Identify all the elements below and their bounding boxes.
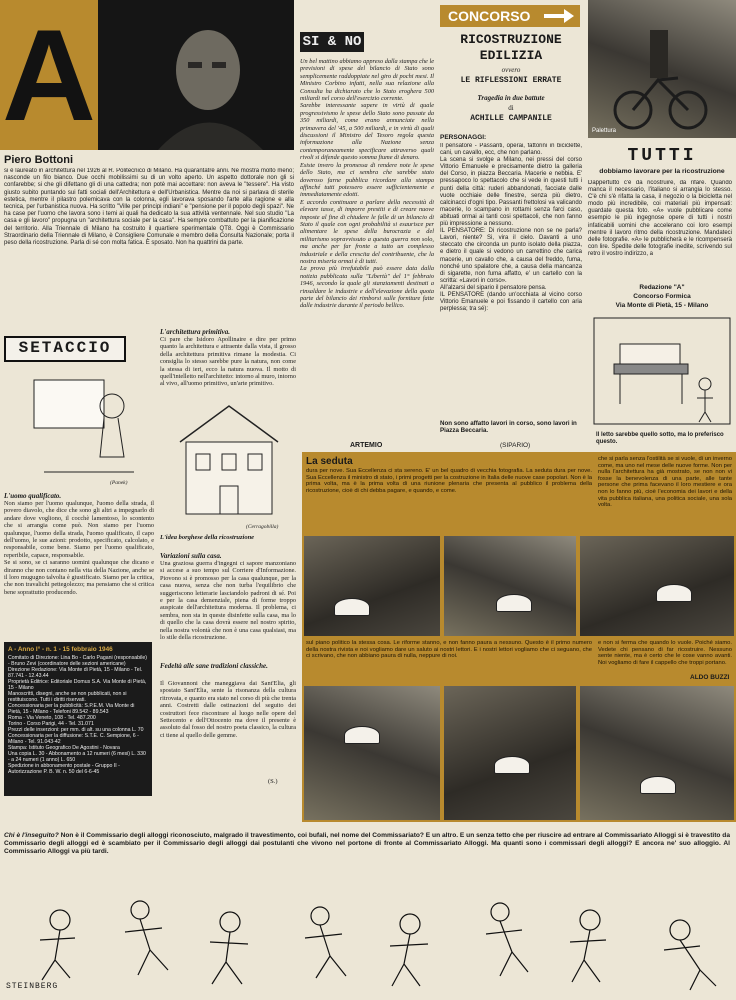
tutti-address1: Concorso Formica: [633, 293, 691, 300]
seduta-body-bottom-right: e non si ferma che quando lo vuole. Poiché siamo. Vedete chi pensano di far ricostruire. Nessuno sente niente, ma è certo che le cose vanno avanti. Noi vogliamo di fare il cappello che troppi portano.: [598, 640, 732, 666]
concorso-banner-label: CONCORSO: [448, 8, 531, 24]
ruins-photo-5: [444, 686, 576, 820]
ruins-photo-3: [580, 536, 734, 636]
ruins-photo-6: [580, 686, 734, 820]
colophon-line: Una copia L. 30 - Abbonamento a 12 numeri (6 mesi) L. 330 - a 24 numeri (1 anno) L. 650: [8, 751, 146, 763]
colophon-line: Manoscritti, disegni, anche se non pubblicati, non si restituiscono. Tutti i diritti riservati.: [8, 691, 127, 703]
sinono-title: SI & NO: [300, 32, 364, 52]
colophon-box: [4, 642, 152, 796]
chase-doodle-drawing: [0, 880, 736, 1000]
sinono-body: Un bel mattino abbiamo appreso dalla stampa che le previsioni di spese del bilancio di Stato sono semplicemente raddoppiate nel giro di pochi mesi. Il Ministro Corbino infatti, nella sua relazione alla Consulta ha dichiarato che lo Stato eroghera 500 miliardi nel corso dell'esercizio corrente. Sarebbe interessante sapere in virtù di quale progressivismo le spese dello Stato sono passate da 350 miliardi, come erano annunciate nella primavera del '45, a 500 miliardi, e in virtù di quali discussioni il Ministro del Tesoro regola questa informazione alla Nazione senza contemporaneamente specificare attraverso quali rivoli si difende questo somma fiume di denaro. Esiste invero la promessa di rendere note le spese dello Stato, ma ci sembra che sarebbe stato doveroso farne pubblica ricordare alla stampa affinché tutti potessero essere sufficientemente e immediatamente edotti. E accordo continuare a parlare della necessità di elevare tasse, di imporre prestiti e di creare nuove imposte al fine di chiudere le falle di un bilancio di Stato il quale con ogni probabilità si esaurisce per alimentare le spese della burocrazia e del militarismo sopravvissuto a questa guerra non solo, ma anche per far fronte a tutto un complesso industriale e della crescita del contribuente, che la nostra miseria ormai è di tutti. La prova più irrefutabile può essere data dalla notizia pubblicata sulla "Libertà" del 1° febbraio 1946, secondo la quale gli stanziamenti destinati a rinsaldare le industrie e dell'elevazione della quota parte del bilancio dei rimborsi sulle forniture fatte dalle industrie durante il periodo bellico.: [300, 58, 434, 310]
bicycle-photo: [588, 0, 736, 138]
bottom-paragraph: [4, 832, 730, 882]
colophon-line: Direzione Redazione: Via Monte di Pietà, 15 - Milano - Tel. 87.741 - 12.43.44: [8, 667, 143, 679]
setaccio-title: SETACCIO: [18, 339, 112, 357]
concorso-banner: [440, 5, 580, 27]
steinberg-signature: STEINBERG: [6, 982, 59, 991]
ruins-photo-4: [304, 686, 440, 820]
setaccio-credit2: (Cerragobilla): [246, 524, 279, 530]
fed-title: Fedeltà alle sane tradizioni classiche.: [160, 662, 268, 670]
concorso-author: ACHILLE CAMPANILE: [470, 114, 552, 123]
tutti-body: Dappertutto c'è da ricostruire, da rifare. Quando manca il necessario, l'italiano si arrangia lo stesso. C'è chi s'è rifatta la casa, il negozio o la bicicletta nel modo più incredibile, coi materiali più impensati: guardate questa foto. «A» vuole pubblicare come esempio le più ingegnose opere di tutti i nostri infaticabili uomini che accelerano coi loro esempi mentre il lavoro ritmo della ricostruzione. Mandateci delle fotografie. «A» le pubblicherà e le ricompenserà con lire. Spedite delle fotografie inedite, scrivendo sul retro il vostro indirizzo, a: [588, 180, 732, 257]
colophon-line: Proprietà Editrice: Editoriale Domus S.A. Via Monte di Pietà, 15 - Milano: [8, 679, 147, 691]
fed-sign: (S.): [268, 778, 278, 785]
bed-cartoon-caption: Il letto sarebbe quello sotto, ma lo preferisco questo.: [596, 432, 724, 445]
house-illustration: [162, 392, 296, 524]
seduta-author: ALDO BUZZI: [690, 674, 730, 681]
portrait-silhouette: [98, 0, 294, 150]
bottom-body: Non è il Commissario degli alloggi riconosciuto, malgrado il travestimento, coi bufali, nel nome del Commissariato? E un altro. E un senza tetto che per riuscire ad entrare al Commissariato Alloggi si è travestito da Commissario degli alloggi ed è scambiato per il Commissario degli alloggi dai postulanti che vivono nel portone di fronte al Commissariato Alloggi. Ma quanti sono i commissari degli alloggi? E ancora ne' suo alloggio. Al Commissario Alloggi va più tardi.: [4, 832, 730, 855]
fed-body: Il Giovannoni che maneggiava dai Sant'Elia, gli spostato Sant'Elia, sente la risonanza della cultura ritrovata, e quanto era stato nel corso di più che trenta anni. Costretti dalle ostinazioni del seguito dei costruttori fece riscontrare al luogo nelle opere del Settecento e dell'Ottocento ma dove il presente è assoluto dal fosso del nostro poeta classico, la cultura ci tiene al quello delle gemme.: [160, 680, 296, 739]
reader-cartoon: [4, 362, 154, 486]
colophon-line: Concessionaria per la diffusione: S.T.E. C. Sempione, 6 - Milano - Tel. 91.043-42: [8, 733, 139, 745]
colophon-line: Concessionaria per la pubblicità: S.P.E.M. Via Monte di Pietà, 15 - Milano - Telefoni 89.542 - 89.543: [8, 703, 135, 715]
colophon-issue: A - Anno I° - n. 1 - 15 febbraio 1946: [8, 646, 113, 653]
var-body: Una graziosa guerra d'ingegni ci sapore manzoniano si accese a suo tempo sul Corriere d'Informazione. Piovono si è promosso per la casa qualunque, per la casa nuova, senza che non turba l'equilibrio che suggeriscono letterarie lasciandolo padroni di sé. Poi e per la casa demenziale, piena di forme troppo auspicate dell'architettura moderna. Il problema, ci sembra, non sta in queste disinfette sulla casa, ma lo di quello che la casa dovrà essere nel nostro spirito, nella nostra volontà che non è una casa qualsiasi, ma lo stile della ricostruzione.: [160, 560, 296, 642]
concorso-di: di: [508, 104, 514, 112]
bicycle-photo-caption: Palettura: [592, 128, 617, 134]
tutti-address2: Via Monte di Pietà, 15 - Milano: [615, 302, 709, 309]
ruins-photo-2: [444, 536, 576, 636]
var-title: Variazioni sulla casa.: [160, 552, 222, 560]
masthead-block: [0, 0, 98, 150]
tutti-redazione: Redazione "A": [639, 284, 685, 291]
bottoni-portrait: [98, 0, 294, 150]
arch-body: Ci pare che Isidoro Apollinaire e dire per primo quanto la architettura e attraente dalla vista, il grosso della architettura primitiva rimane la modestia. Ci consiglia lo stesso sarebbe pure la natura, non come la stessa di ieri, ecco la natura nuova. Il motto di quell'intelletto nell'architetto: intorno al muro, intorno al vivo, all'uomo primitivo, un'arte primitivo.: [160, 336, 296, 388]
concorso-body: Il pensatore - Passanti, operai, fattorini in biciclette, cani, un cavallo, ecc, che non parlano. La scena si svolge a Milano, nei pressi del corso Vittorio Emanuele e precisamente dietro la galleria del Corso, in piazza Beccaria. Macerie e nebbia. E' pressapoco lo spettacolo che si vede in questi tutti i punti della città: ruderi abbandonati, facciate dalle vuote occhiaie delle finestre, senza più dietro, calcinacci d'ogni tipo. Passanti frettolosi va valicando macerie, lo scampano in rottami senza farci caso, abituati ormai ai tanti cosi spettacoli, che non fanno più impressione a nessuno. IL PENSATORE: Di ricostruzione non se ne parla? Lavori, niente? Si, vira il cielo. Davanti a uno steccato che circonda un punto isolato della piazza, e dietro il quale si vedono un carrettino che carica macerie, un cavallo che, a causa del freddo, fuma, nonché uno spalatore che, a causa della mancanza di sigarette, non fuma affatto, e' un cartello con la scritta: «Lavori in corso». All'alzarsi del sipario il pensatore pensa. IL PENSATORE (dando un'occhiata al vicino corso Vittorio Emanuele e poi fissando il cartello con aria perplessa; tra sé):: [440, 143, 582, 313]
uomo-title: L'uomo qualificato.: [4, 492, 62, 500]
colophon-line: Stampa: Istituto Geografico De Agostini - Novara: [8, 745, 120, 751]
tutti-subtitle: dobbiamo lavorare per la ricostruzione: [599, 168, 725, 175]
bed-cartoon-drawing: [590, 314, 734, 430]
colophon-line: Prezzi delle inserzioni: per mm. di alt. su una colonna L. 70: [8, 727, 144, 733]
arrow-right-icon: [544, 9, 574, 23]
concorso-personaggi: PERSONAGGI:: [440, 134, 487, 141]
seduta-body: dura per nove. Sua Eccellenza ci sta sereno. E' un bel quadro di vecchia fotografia. La seduta dura per nove. Sua Eccellenza il ministro di stato, i primi progetti per la costruzione in Italia delle nuove case popolari. Non è la prima volta, ma è la prima volta di una riunione plenaria che presenta al pubblico il problema della ricostruzione, cioè di chi debba pagare, e quando, e come.: [306, 468, 592, 494]
house-caption: L'idea borghese della ricostruzione: [160, 534, 255, 541]
setaccio-title-box: [4, 336, 126, 362]
concorso-title: RICOSTRUZIONE EDILIZIA: [460, 32, 562, 63]
sinono-author: ARTEMIO: [350, 442, 383, 449]
colophon-line: Spedizione in abbonamento postale - Gruppo II - Autorizzazione P. B. W. n. 50 del 6-6-45: [8, 763, 120, 775]
steinberg-cartoon: [0, 880, 736, 1000]
seduta-body-bottom: sul piano politico la stessa cosa. Le riforme stanno, e non fanno paura a nessuno. Questo è il primo numero della nostra rivista e noi vogliamo dare un saluto ai nostri lettori. E i nostri lettori vogliamo che ci seguano, che ci scrivano, che non abbiano paura di nulla, neppure di noi.: [306, 640, 592, 660]
bottom-title: Chi è l'inseguito?: [4, 832, 59, 839]
bottoni-bio: si è laureato in architettura nel 1926 al R. Politecnico di Milano. Ha quarantatré anni. Ne mostra molto meno; nasconde un filo bianco. Due occhi mobilissimi su di un volto aperto. Un aspetto dottorale non gli si confarebbe; si che gli difettano gli di una cattedra; non potè mai accettare: non aveva le "tessere". Ha visto giusto subito puntando sui fatti sociali dell'Architettura e dell'Urbanistica. Mentre da noi si parlava di sterile estetica, mentre il pilastro polemicava con la colonna, egli lavorava sposando l'arte alla ragione e alla tecnica, per l'urbanistica nuova. Ha scritto "Ville per principi indiani" e "pensione per il popolo degli spazi". Ne ha case per l'uomo che lavora sono i temi ai quali ha dedicato la sua attività ventennale. Nel suo studio "La casa e gli lavoro" propugna un "architettura sociale per la casa". Ha sempre combattuto per la pianificazione del territorio. Alla Triennale di Milano ha costruito il quartiere sperimentale QT8. Oggi è Commissario Straordinario della Triennale di Milano, è Consigliere Comunale e membro della Consulta Nazionale; porta il peso della ricostruzione. Parla di sé con molta fatica. È sposato. Non ha quattrini da parte.: [4, 168, 294, 247]
ruins-photo-1: [304, 536, 440, 636]
colophon-line: Comitato di Direzione: Lina Bo - Carlo Pagani (responsabile) - Bruno Zevi (coordinatore delle sezioni americane): [8, 655, 147, 667]
concorso-final: Non sono affatto lavori in corso, sono lavori in Piazza Beccaria.: [440, 420, 577, 435]
concorso-ovvero: ovvero: [501, 66, 521, 74]
bottoni-name: Piero Bottoni: [4, 154, 74, 166]
reader-cartoon-drawing: [4, 362, 154, 486]
bicycle-illustration: [588, 0, 736, 138]
seduta-title: La seduta: [306, 456, 353, 467]
uomo-body: Non siamo per l'uomo qualunque, l'uomo della strada, il povero diavolo, che dice che sono gli altri a impegnarlo di andare dove vogliono, il cocchè lamentoso, lo scontento che si arrangia come può. Non siamo per l'uomo qualunque, l'uomo della strada, l'uomo qualificato, il capo dell'uomo, le sue azioni: prodotto, specificato, calcolato, e responsabile, come bene. Siamo per l'uomo qualificato, reperibile, capace, responsabile. Se si sono, se ci saranno uomini qualunque che dicano e diranno che non contano nella vita della Nazione, anche se il loro mugugno talvolta è giustificato. Siamo per la critica, che non travalichi pettegolezzo; ma pensiamo che si critica bene soprattutto producendo.: [4, 500, 154, 596]
concorso-subtitle: LE RIFLESSIONI ERRATE: [460, 76, 562, 85]
bed-cartoon: [590, 314, 734, 430]
tutti-title: TUTTI: [627, 146, 697, 166]
house-drawing: [162, 392, 296, 524]
concorso-tragedy: Tragedia in due battute: [477, 94, 545, 102]
arch-title: L'architettura primitiva.: [160, 328, 231, 336]
concorso-sipario: (SIPARIO): [500, 442, 531, 449]
colophon-line: Roma - Via Veneto, 108 - Tel. 487.200: [8, 715, 96, 721]
seduta-body-right: che si parla senza l'ostilità se si vuole, di un inverno come, ma uno nel mese delle nuove forme. Non per nulla l'architettura ha già mostrato, se non non vi fosse la benevolenza di una parte, alle tante persone che prima facevano il loro mestiere e ora non lo fanno più, cioè l'economia dei lavori e della vita pubblica italiana, una politica sociale, una sola volta.: [598, 456, 732, 509]
masthead-letter: A: [2, 2, 96, 148]
colophon-line: Torino - Corso Parigi, 44 - Tel. 31.071: [8, 721, 94, 727]
setaccio-credit1: (Panek): [110, 480, 128, 486]
